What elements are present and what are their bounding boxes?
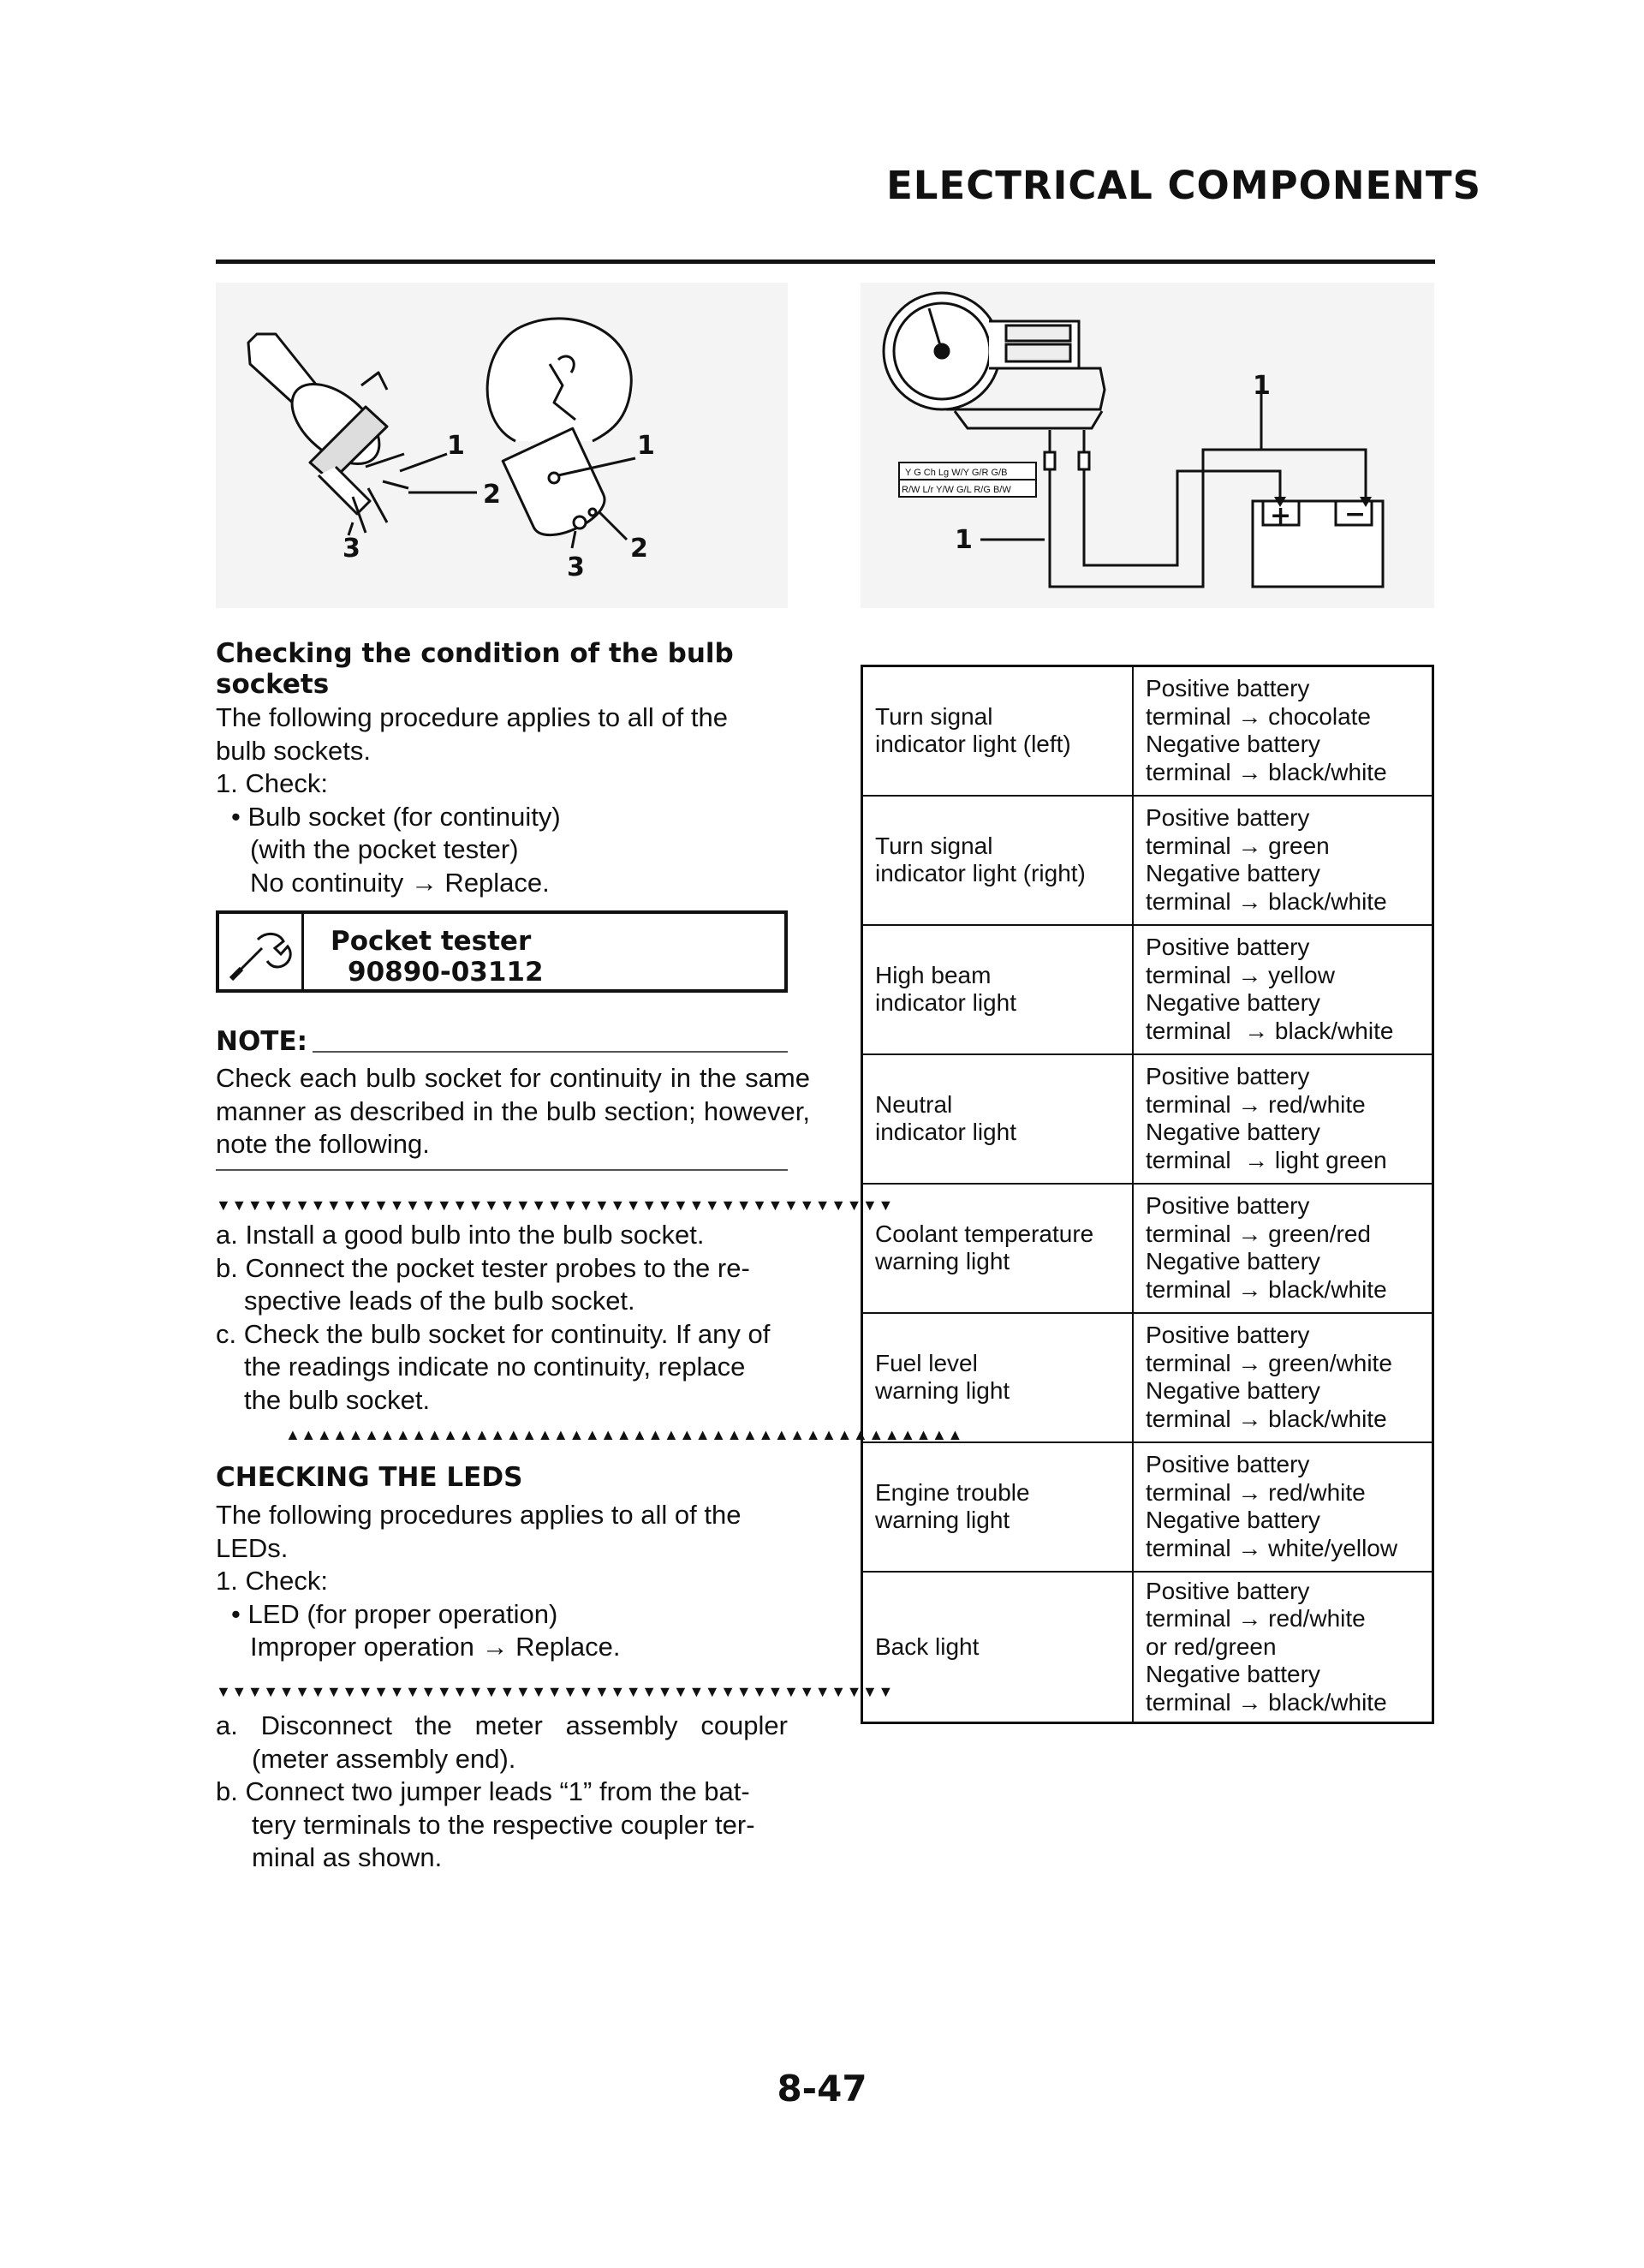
procedure-step-cont: spective leads of the bulb socket. xyxy=(244,1286,635,1316)
bullet-item: • LED (for proper operation) xyxy=(231,1598,558,1629)
connection-line: Positive battery xyxy=(1146,1063,1310,1089)
step-label: 1. Check: xyxy=(216,768,328,798)
procedure-step-cont: minal as shown. xyxy=(252,1842,443,1872)
intro-line: bulb sockets. xyxy=(216,735,371,766)
tool-name: Pocket tester xyxy=(331,926,532,957)
procedure-step: b. Connect the pocket tester probes to the re- xyxy=(216,1252,750,1283)
light-name-line: indicator light (right) xyxy=(875,860,1086,886)
connection-line: Positive battery xyxy=(1146,804,1310,831)
connection-cell xyxy=(1133,666,1433,796)
connection-line: Positive battery xyxy=(1146,934,1310,960)
note-text: Check each bulb socket for continuity in the same manner as described in the bulb section; however, note the following. xyxy=(216,1063,810,1159)
connection-line: Positive battery xyxy=(1146,1451,1310,1477)
light-name-cell xyxy=(862,1184,1134,1313)
step-label: 1. Check: xyxy=(216,1566,328,1596)
connection-line: Negative battery xyxy=(1146,1119,1320,1145)
light-name-line: High beam xyxy=(875,961,992,988)
meter-wiring-illustration xyxy=(861,283,1434,608)
tool-text xyxy=(331,926,544,988)
connection-cell xyxy=(1133,1572,1433,1723)
light-name-line: Engine trouble xyxy=(875,1478,1030,1506)
table-row xyxy=(862,666,1433,796)
note-rule xyxy=(313,1051,788,1053)
wrench-icon xyxy=(219,914,301,989)
procedure-start-markers: ▼▼▼▼▼▼▼▼▼▼▼▼▼▼▼▼▼▼▼▼▼▼▼▼▼▼▼▼▼▼▼▼▼▼▼▼▼▼▼▼▼▼▼ xyxy=(216,1197,894,1214)
battery-plus: + xyxy=(1270,501,1292,531)
connection-line: terminal → black/white xyxy=(1146,758,1387,785)
svg-text:Y G Ch Lg W/Y G/R G/B: Y G Ch Lg W/Y G/R G/B xyxy=(905,468,1008,478)
table-row xyxy=(862,1184,1433,1313)
connection-line: Positive battery xyxy=(1146,1192,1310,1219)
bulb-callout-3: 3 xyxy=(342,534,360,564)
light-name-cell xyxy=(862,1442,1134,1572)
table-row xyxy=(862,1313,1433,1442)
light-name-cell xyxy=(862,925,1134,1054)
bullet-subline: Improper operation → Replace. xyxy=(250,1632,621,1662)
bulb-callout-3b: 3 xyxy=(567,552,585,582)
connection-line: terminal → red/white xyxy=(1146,1090,1366,1118)
light-name-line: Coolant temperature xyxy=(875,1220,1094,1247)
procedure-step: b. Connect two jumper leads “1” from the bat- xyxy=(216,1776,750,1806)
connection-cell xyxy=(1133,1442,1433,1572)
page-title: ELECTRICAL COMPONENTS xyxy=(886,163,1481,208)
connection-cell xyxy=(1133,796,1433,925)
light-name-cell xyxy=(862,666,1134,796)
bulb-drawing xyxy=(216,283,788,608)
section-bulb-sockets xyxy=(216,638,815,899)
connection-line: terminal → green/white xyxy=(1146,1349,1392,1376)
light-name-line: Turn signal xyxy=(875,832,993,859)
light-name-line: Fuel level xyxy=(875,1349,978,1376)
connection-line: Positive battery xyxy=(1146,1322,1310,1348)
tool-icon-cell xyxy=(219,914,304,989)
table-row xyxy=(862,1572,1433,1723)
procedure-step-cont: the bulb socket. xyxy=(244,1384,431,1415)
light-name-cell xyxy=(862,1054,1134,1184)
light-name-line: indicator light (left) xyxy=(875,731,1071,758)
connection-line: terminal → chocolate xyxy=(1146,702,1372,730)
light-name-cell xyxy=(862,1572,1134,1723)
procedure-step: a. Install a good bulb into the bulb socket. xyxy=(216,1220,705,1250)
connection-line: Negative battery xyxy=(1146,731,1320,758)
section-heading-leds: CHECKING THE LEDS xyxy=(216,1462,523,1493)
bulb-callout-1b: 1 xyxy=(637,431,655,461)
section-leds-body xyxy=(216,1499,815,1664)
connection-line: Negative battery xyxy=(1146,989,1320,1016)
procedure-steps xyxy=(216,1219,815,1417)
connection-line: terminal → black/white xyxy=(1146,1017,1394,1044)
connection-line: Positive battery xyxy=(1146,675,1310,702)
connection-cell xyxy=(1133,1054,1433,1184)
light-name-line: warning light xyxy=(875,1377,1010,1404)
procedure-steps xyxy=(216,1710,788,1875)
special-tool-box xyxy=(216,910,788,993)
light-name-line: warning light xyxy=(875,1248,1010,1274)
light-name-line: Neutral xyxy=(875,1090,953,1118)
connection-line: Negative battery xyxy=(1146,860,1320,886)
procedure-step-cont: tery terminals to the respective coupler ter- xyxy=(252,1809,755,1840)
connection-line: Negative battery xyxy=(1146,1248,1320,1274)
connection-cell xyxy=(1133,1184,1433,1313)
connection-line: terminal → light green xyxy=(1146,1146,1387,1173)
intro-line: The following procedure applies to all of the xyxy=(216,702,728,732)
connection-line: or red/green xyxy=(1146,1632,1277,1660)
tool-number: 90890-03112 xyxy=(348,957,544,988)
light-name-cell xyxy=(862,796,1134,925)
connection-line: terminal → black/white xyxy=(1146,1275,1387,1303)
section-heading: Checking the condition of the bulb sockets xyxy=(216,638,734,700)
intro-line: The following procedures applies to all of the xyxy=(216,1500,742,1530)
bullet-subline: No continuity → Replace. xyxy=(250,867,550,898)
bullet-subline: (with the pocket tester) xyxy=(250,834,519,864)
connection-line: terminal → black/white xyxy=(1146,1405,1387,1432)
section-intro xyxy=(216,701,815,899)
table-body xyxy=(862,666,1433,1723)
bullet-item: • Bulb socket (for continuity) xyxy=(231,801,561,832)
light-name-line: indicator light xyxy=(875,1119,1016,1145)
light-name-cell xyxy=(862,1313,1134,1442)
connection-line: Negative battery xyxy=(1146,1377,1320,1404)
intro-line: LEDs. xyxy=(216,1532,289,1563)
light-name-line: Back light xyxy=(875,1632,980,1660)
battery-minus: − xyxy=(1344,499,1367,529)
table-row xyxy=(862,925,1433,1054)
indicator-test-table xyxy=(861,665,1434,1724)
connection-line: Negative battery xyxy=(1146,1507,1320,1533)
bulb-illustration xyxy=(216,283,788,608)
table-row xyxy=(862,796,1433,925)
connection-line: terminal → white/yellow xyxy=(1146,1534,1398,1561)
light-name-line: Turn signal xyxy=(875,702,993,730)
meter-callout-1: 1 xyxy=(1253,371,1271,401)
connection-cell xyxy=(1133,925,1433,1054)
table-row xyxy=(862,1442,1433,1572)
connection-line: terminal → black/white xyxy=(1146,887,1387,915)
connection-cell xyxy=(1133,1313,1433,1442)
connection-line: terminal → green xyxy=(1146,832,1330,859)
note-label: NOTE: xyxy=(216,1026,308,1057)
light-name-line: warning light xyxy=(875,1507,1010,1533)
bulb-callout-1: 1 xyxy=(447,431,465,461)
light-name-line: indicator light xyxy=(875,989,1016,1016)
title-rule xyxy=(216,260,1435,264)
meter-callout-1b: 1 xyxy=(955,525,973,555)
connection-line: terminal → red/white xyxy=(1146,1478,1366,1506)
connection-line: terminal → red/white xyxy=(1146,1605,1366,1632)
bulb-callout-2b: 2 xyxy=(630,534,648,564)
note-bottom-rule xyxy=(216,1169,788,1171)
meter-wiring-drawing xyxy=(861,283,1434,608)
connection-line: terminal → green/red xyxy=(1146,1220,1372,1247)
connection-line: terminal → yellow xyxy=(1146,961,1335,988)
procedure-step: c. Check the bulb socket for continuity. If any of xyxy=(216,1318,771,1349)
procedure-start-markers: ▼▼▼▼▼▼▼▼▼▼▼▼▼▼▼▼▼▼▼▼▼▼▼▼▼▼▼▼▼▼▼▼▼▼▼▼▼▼▼▼▼▼▼ xyxy=(216,1683,894,1700)
svg-text:R/W L/r Y/W G/L R/G B/W: R/W L/r Y/W G/L R/G B/W xyxy=(902,485,1011,495)
table-row xyxy=(862,1054,1433,1184)
connection-line: terminal → black/white xyxy=(1146,1688,1387,1716)
procedure-end-markers: ▲▲▲▲▲▲▲▲▲▲▲▲▲▲▲▲▲▲▲▲▲▲▲▲▲▲▲▲▲▲▲▲▲▲▲▲▲▲▲▲▲▲▲ xyxy=(285,1426,963,1443)
procedure-step: a. Disconnect the meter assembly coupler (meter assembly end). xyxy=(216,1710,788,1774)
bulb-callout-2: 2 xyxy=(483,480,501,510)
procedure-step-cont: the readings indicate no continuity, replace xyxy=(244,1352,746,1382)
connection-line: Negative battery xyxy=(1146,1661,1320,1687)
page-number: 8-47 xyxy=(777,2068,867,2110)
connection-line: Positive battery xyxy=(1146,1577,1310,1604)
